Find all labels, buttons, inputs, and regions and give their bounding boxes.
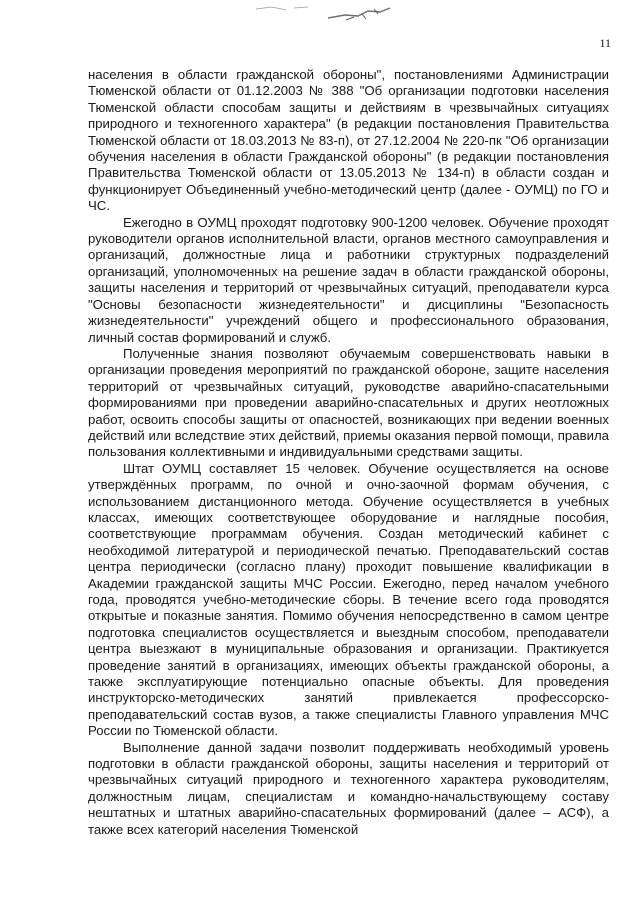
paragraph-5: Выполнение данной задачи позволит поддерживать необходимый уровень подготовки в области гражданской обороны, защиты населения и территорий от чрезвычайных ситуаций природного и техногенного характера руководителям, должностным лицам, специалистам и командно-начальствующему составу нештатных и штатных аварийно-спасательных формирований (далее – АСФ), а также всех категорий населения Тюменской (88, 739, 609, 837)
paragraph-2: Ежегодно в ОУМЦ проходят подготовку 900-1200 человек. Обучение проходят руководители органов исполнительной власти, органов местного самоуправления и организаций, должностные лица и работники структурных подразделений организаций, уполномоченных на решение задач в области гражданской обороны, защиты населения и территорий от чрезвычайных ситуаций, преподаватели курса "Основы безопасности жизнедеятельности" и дисциплины "Безопасность жизнедеятельности" учреждений общего и профессионального образования, личный состав формирований и служб. (88, 214, 609, 345)
paragraph-3: Полученные знания позволяют обучаемым совершенствовать навыки в организации проведения мероприятий по гражданской обороне, защите населения территорий от чрезвычайных ситуаций, руководстве аварийно-спасательными формированиями при проведении аварийно-спасательных и других неотложных работ, освоить способы защиты от опасностей, возникающих при ведении военных действий или вследствие этих действий, приемы оказания первой помощи, правила пользования коллективными и индивидуальными средствами защиты. (88, 345, 609, 460)
scan-artifact-mark (250, 0, 400, 24)
page-number: 11 (599, 36, 611, 50)
paragraph-4: Штат ОУМЦ составляет 15 человек. Обучение осуществляется на основе утверждённых программ, по очной и очно-заочной формам обучения, с использованием дистанционного метода. Обучение осуществляется в учебных классах, имеющих соответствующее оборудование и наглядные пособия, соответствующие программам обучения. Создан методический кабинет с необходимой литературой и периодической печатью. Преподавательский состав центра периодически (согласно плану) проходит повышение квалификации в Академии гражданской защиты МЧС России. Ежегодно, перед началом учебного года, проводятся учебно-методические сборы. В течение всего года проводятся открытые и показные занятия. Помимо обучения непосредственно в самом центре подготовка специалистов осуществляется и выездным способом, преподаватели центра выезжают в муниципальные образования и организации. Практикуется проведение занятий в организациях, имеющих объекты гражданской обороны, а также эксплуатирующие потенциально опасные объекты. Для проведения инструкторско-методических занятий привлекается профессорско-преподавательский состав вузов, а также специалисты Главного управления МЧС России по Тюменской области. (88, 460, 609, 739)
paragraph-1: населения в области гражданской обороны", постановлениями Администрации Тюменской области от 01.12.2003 № 388 "Об организации подготовки населения Тюменской области способам защиты и действиям в чрезвычайных ситуациях природного и техногенного характера" (в редакции постановления Правительства Тюменской области от 18.03.2013 № 83-п), от 27.12.2004 № 220-пк "Об организации обучения населения в области Гражданской обороны" (в редакции постановления Правительства Тюменской области от 13.05.2013 № 134-п) в области создан и функционирует Объединенный учебно-методический центр (далее - ОУМЦ) по ГО и ЧС. (88, 67, 609, 214)
document-body (88, 67, 609, 838)
